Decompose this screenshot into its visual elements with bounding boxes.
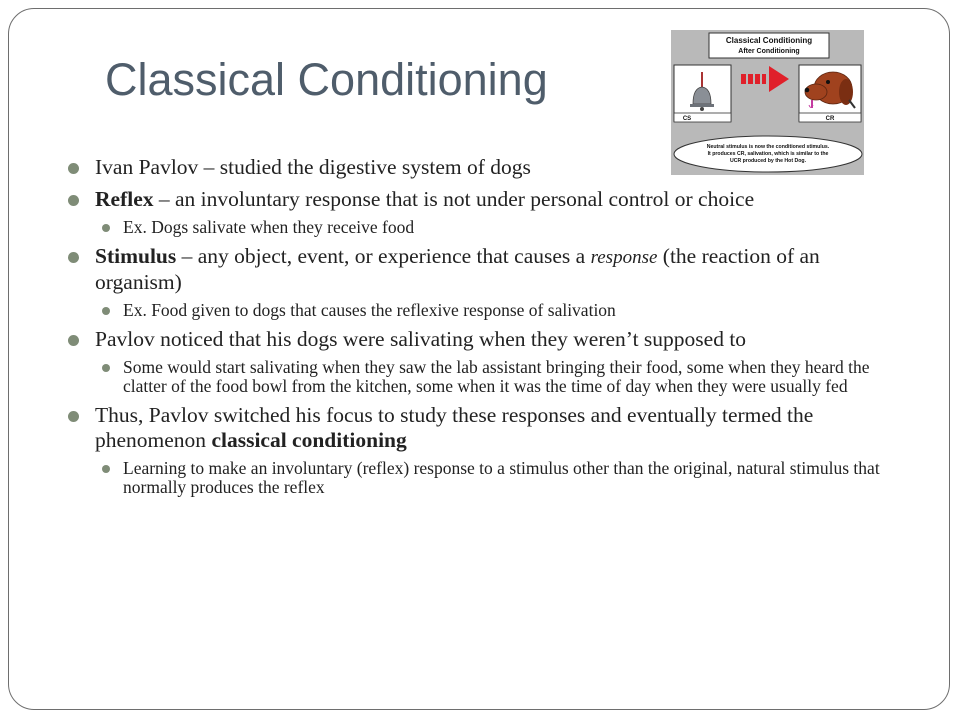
bullet-reflex (68, 187, 910, 237)
diagram-caption-line-1: Neutral stimulus is now the conditioned stimulus. (706, 144, 830, 150)
cr-label: CR (825, 116, 835, 122)
arrow-right-icon (741, 66, 789, 92)
bullet-text: – an involuntary response that is not under personal control or choice (153, 187, 755, 211)
sub-bullet-dot-icon (102, 224, 110, 232)
bullet-dot-icon (68, 163, 79, 174)
diagram-caption-line-3: UCR produced by the Hot Dog. (729, 158, 807, 164)
bullet-text: Pavlov noticed that his dogs were salivating when they weren’t supposed to (95, 327, 747, 351)
term-reflex: Reflex (95, 187, 154, 211)
bullet-pavlov (68, 155, 910, 180)
sub-bullet-text: Learning to make an involuntary (reflex) response to a stimulus other than the original, natural stimulus that normally produces the reflex (123, 458, 880, 497)
bullet-dot-icon (68, 252, 79, 263)
sub-bullet (95, 218, 910, 237)
term-stimulus: Stimulus (95, 244, 177, 268)
bullet-dot-icon (68, 411, 79, 422)
sub-bullet-list (95, 358, 910, 396)
diagram-title: Classical Conditioning (725, 36, 813, 45)
diagram-caption-line-2: It produces CR, salivation, which is similar to the (707, 151, 829, 157)
bullet-stimulus (68, 244, 910, 320)
sub-bullet (95, 301, 910, 320)
sub-bullet (95, 358, 910, 396)
slide-title: Classical Conditioning (105, 54, 548, 105)
bullet-dot-icon (68, 335, 79, 346)
sub-bullet-list (95, 218, 910, 237)
term-response: response (590, 247, 658, 268)
bullet-text: Ivan Pavlov – studied the digestive system of dogs (95, 155, 531, 179)
term-classical-conditioning: classical conditioning (211, 428, 407, 452)
bullet-classical-conditioning (68, 403, 910, 497)
sub-bullet-text: Ex. Food given to dogs that causes the reflexive response of salivation (123, 300, 616, 320)
cs-label: CS (682, 116, 692, 122)
sub-bullet-dot-icon (102, 465, 110, 473)
bullet-pavlov-noticed (68, 327, 910, 396)
bullet-list (68, 155, 910, 504)
sub-bullet-text: Ex. Dogs salivate when they receive food (123, 217, 415, 237)
sub-bullet-dot-icon (102, 364, 110, 372)
sub-bullet-list (95, 301, 910, 320)
diagram-subtitle: After Conditioning (738, 48, 800, 55)
sub-bullet-dot-icon (102, 307, 110, 315)
bullet-text: – any object, event, or experience that causes a (176, 244, 591, 268)
conditioning-diagram (671, 30, 864, 175)
bullet-text: Thus, Pavlov switched his focus to study these responses and eventually termed the phenomenon (95, 403, 814, 452)
sub-bullet-text: Some would start salivating when they saw the lab assistant bringing their food, some when they heard the clatter of the food bowl from the kitchen, some when it was the time of day when they were usually fed (123, 357, 870, 396)
bullet-text: (the reaction of an organism) (95, 244, 820, 294)
bullet-dot-icon (68, 195, 79, 206)
sub-bullet (95, 459, 910, 497)
sub-bullet-list (95, 459, 910, 497)
